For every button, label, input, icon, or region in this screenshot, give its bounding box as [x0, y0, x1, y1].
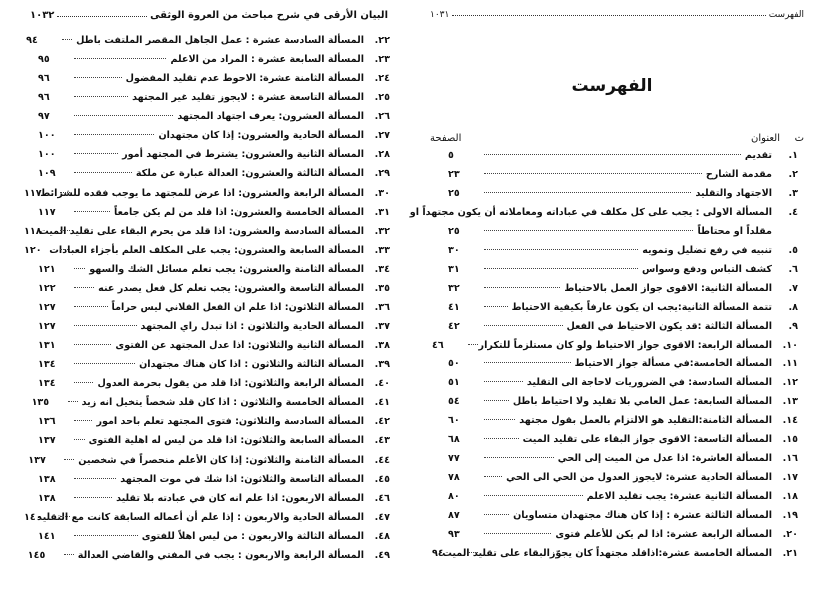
entry-number: ٣٢. — [374, 225, 390, 237]
entry-title-continued: مقلداً او محتاطاً — [697, 225, 772, 237]
entry-number: ١٥. — [782, 434, 798, 446]
entry-page: ٩٦ — [38, 92, 50, 104]
entry-number: ٣٩. — [374, 359, 390, 371]
entry-page: ١٢٠ — [24, 244, 42, 256]
entry-number: ١. — [788, 150, 798, 161]
dot-leader — [74, 115, 173, 116]
entry-number: ٤٥. — [374, 473, 390, 485]
entry-title: المسألة الثالثة عشرة : إذا كان هناك مجتهدان متساويان — [513, 510, 772, 522]
entry-page: ٥ — [448, 150, 454, 161]
entry-page: ٩٣ — [448, 529, 460, 540]
entry-page: ١٣٨ — [38, 473, 56, 485]
entry-title: تقديم — [744, 150, 772, 161]
entry-number: ١٤. — [782, 415, 798, 427]
dot-leader — [74, 439, 85, 440]
entry-title: المسألة الرابعة والعشرون: اذا عرض للمجتهد ما يوجب فقده للشرائط — [40, 187, 364, 199]
running-title: الفهرست — [768, 10, 804, 20]
entry-page: ٩٤ — [26, 35, 38, 46]
entry-page: ٥١ — [448, 377, 460, 389]
entry-title: المسألة الرابعة والثلاثون: اذا قلد من يقول بحرمة العدول — [97, 378, 364, 390]
entry-number: ٩. — [788, 320, 798, 332]
toc-entry — [448, 283, 798, 302]
entry-title: المسألة الاولى : يجب على كل مكلف في عباداته ومعاملاته أن يكون مجتهداً او — [409, 206, 772, 218]
entry-number: ٢٨. — [374, 149, 390, 161]
entry-title: المسألة الثلاثون: اذا علم ان الفعل الفلاني ليس حراماً — [111, 301, 364, 313]
entry-page: ١٢٢ — [38, 282, 56, 294]
entry-number: ٤٧. — [374, 511, 390, 523]
toc-entry — [448, 377, 798, 396]
entry-number: ١٩. — [782, 510, 798, 522]
entry-title: المسألة الثانية: الاقوى جواز العمل بالاحتياط — [564, 282, 772, 294]
column-header-page: الصفحة — [430, 133, 462, 144]
entry-number: ٤٩. — [374, 549, 390, 561]
entry-page: ١٤٥ — [27, 549, 46, 561]
dot-leader — [74, 382, 93, 383]
dot-leader — [484, 381, 523, 382]
entry-page: ١٣٥ — [31, 397, 50, 409]
toc-entry — [38, 493, 390, 512]
dot-leader — [484, 400, 509, 401]
toc-entry-continuation — [448, 226, 798, 245]
entry-page: ٥٤ — [448, 396, 460, 408]
entry-page: ١٠٠ — [38, 149, 56, 161]
toc-entry — [38, 111, 390, 130]
entry-page: ٩٧ — [38, 111, 50, 123]
entry-title: المسألة الثالثة والعشرون: العدالة عبارة عن ملكة — [135, 168, 364, 180]
entry-title: المسألة السادسة: في الضروريات لاحاجة الى التقليد — [526, 377, 772, 389]
entry-title: المسألة الثالثة والاربعون : من ليس اهلاً للفتوى — [141, 530, 364, 542]
toc-entry — [38, 340, 390, 359]
entry-page: ٨٧ — [448, 510, 460, 522]
dot-leader — [64, 459, 74, 460]
entry-title: المسألة العاشرة: اذا عدل من الميت إلى الحي — [557, 453, 772, 465]
entry-number: ٢٥. — [374, 92, 390, 104]
entry-title: المسألة الخامسة:في مسألة جواز الاحتياط — [574, 358, 772, 370]
entry-title: المسألة الثامنة والعشرون: يجب تعلم مسائل الشك والسهو — [89, 263, 364, 275]
dot-leader — [74, 325, 137, 326]
dot-leader — [74, 420, 92, 421]
right-page — [408, 0, 816, 602]
dot-leader — [74, 344, 111, 345]
dot-leader — [68, 401, 78, 402]
dot-leader — [64, 554, 74, 555]
dot-leader — [74, 172, 132, 173]
toc-entry — [448, 472, 798, 491]
entry-title: المسألة السادسة عشرة : عمل الجاهل المقصر الملتفت باطل — [76, 35, 364, 46]
toc-entry — [432, 547, 798, 567]
entry-title: المسألة العشرون: يعرف اجتهاد المجتهد — [177, 111, 364, 123]
entry-number: ١٦. — [782, 453, 798, 465]
entry-title: المسألة السابعة والثلاثون: اذا قلد من ليس له اهلية الفتوى — [88, 435, 364, 447]
toc-entry — [38, 264, 390, 283]
entry-number: ٢٧. — [374, 130, 390, 142]
entry-number: ٢٠. — [782, 529, 798, 540]
dot-leader — [60, 230, 70, 231]
toc-entry — [448, 169, 798, 188]
entry-page: ٣١ — [448, 263, 460, 275]
entry-title: تنبيه في رفع تضليل وتمويه — [642, 244, 772, 256]
entry-page: ١٠٩ — [38, 168, 56, 180]
dot-leader — [484, 438, 519, 439]
toc-entry — [38, 54, 390, 73]
entry-page: ٢٥ — [448, 187, 460, 199]
entry-title: المسألة التاسعة والعشرون: يجب تعلم كل فعل يصدر عنه — [98, 282, 364, 294]
toc-entry — [448, 453, 798, 472]
entry-page: ١٢٧ — [38, 301, 56, 313]
toc-entry — [448, 321, 798, 340]
entry-page: ١٣٧ — [38, 435, 56, 447]
entry-page: ٩٤ — [432, 547, 444, 559]
entry-page: ١٤٠ — [24, 511, 42, 523]
entry-title: المسألة التاسعة والثلاثون: اذا شك في موت المجتهد — [120, 473, 364, 485]
entry-page: ٤٢ — [448, 320, 460, 332]
entry-number: ٤١. — [374, 397, 390, 409]
dot-leader — [57, 15, 147, 17]
entry-title: المسألة الحادية والثلاثون : اذا تبدل راي المجتهد — [140, 321, 364, 333]
entry-title: المسألة السادسة والعشرون: اذا قلد من يحرم البقاء على تقليد الميت — [39, 225, 364, 237]
entry-title: المسألة الثالثة :قد يكون الاحتياط في الفعل — [566, 320, 772, 332]
toc-entry — [448, 302, 798, 321]
entry-page: ١٢٧ — [38, 321, 56, 333]
entry-page: ٤١ — [448, 301, 460, 313]
toc-entry — [38, 474, 390, 493]
entry-number: ١٢. — [782, 377, 798, 389]
dot-leader — [484, 325, 563, 326]
entry-page: ١٣٨ — [38, 492, 56, 504]
toc-entry — [38, 531, 390, 550]
entry-number: ٤٢. — [374, 416, 390, 428]
entry-number: ٢٤. — [374, 73, 390, 85]
dot-leader — [484, 457, 554, 458]
dot-leader — [60, 249, 70, 250]
dot-leader — [74, 58, 166, 59]
entry-title: المسألة الحادية والاربعون : إذا علم أن أعماله السابقة كانت مع التقليد — [37, 511, 364, 523]
entry-title: المسألة التاسعة عشرة : لايجوز تقليد غير المجتهد — [132, 92, 364, 104]
entry-page: ٦٠ — [448, 415, 460, 427]
entry-number: ٤٣. — [374, 435, 390, 447]
entry-title: المسألة الحادية والعشرون: إذا كان مجتهدان — [158, 130, 364, 142]
entry-number: ٢. — [788, 168, 798, 180]
toc-entry — [26, 35, 390, 54]
entry-page: ١٣٧ — [28, 454, 46, 466]
entry-title: المسألة السابعة: عمل العامي بلا تقليد ولا احتياط باطل — [512, 396, 772, 408]
entry-title: المسألة الخامسة عشرة:اذاقلد مجتهداً كان يجوّزالبقاء على تقليد الميت — [442, 547, 772, 559]
dot-leader — [484, 268, 638, 269]
entry-title: المسألة الخامسة والعشرون: اذا قلد من لم يكن جامعاً — [114, 206, 364, 218]
entry-page: ١١٨ — [24, 225, 42, 237]
dot-leader — [74, 363, 135, 364]
toc-entry — [24, 511, 390, 531]
entry-title: تتمة المسألة الثانية:يجب ان يكون عارفاً بكيفية الاحتياط — [511, 301, 772, 313]
toc-entry — [38, 207, 390, 226]
dot-leader — [468, 552, 478, 553]
column-header-number: ت — [794, 133, 804, 144]
entry-title: المسألة الثانية والعشرون: يشترط في المجتهد أمور — [122, 149, 364, 161]
dot-leader — [74, 268, 85, 269]
entry-title: كشف التباس ودفع وسواس — [641, 263, 772, 275]
column-header-title: العنوان — [751, 133, 780, 144]
entry-number: ٢٣. — [374, 54, 390, 66]
entry-page: ١١٧ — [24, 187, 42, 199]
dot-leader — [74, 211, 110, 212]
entry-number: ٤. — [788, 206, 798, 218]
entry-number: ٨. — [788, 301, 798, 313]
entry-number: ٣. — [788, 187, 798, 199]
dot-leader — [484, 306, 508, 307]
entry-title: المسألة الثامنة:التقليد هو الالتزام بالعمل بقول مجتهد — [519, 415, 772, 427]
dot-leader — [74, 134, 154, 135]
dot-leader — [74, 77, 122, 78]
toc-entry — [448, 434, 798, 453]
entry-number: ١٣. — [782, 396, 798, 408]
entry-title: المسألة الخامسة والثلاثون : اذا كان قلد شخصاً يتخيل انه زيد — [81, 397, 364, 409]
entry-number: ٤٨. — [374, 530, 390, 542]
entry-page: ٩٦ — [38, 73, 50, 85]
dot-leader — [484, 249, 638, 250]
entry-page: ٨٠ — [448, 491, 460, 503]
entry-page: ٧٨ — [448, 472, 460, 484]
entry-number: ٢١. — [782, 547, 798, 559]
entry-page: ١١٧ — [38, 206, 56, 218]
toc-entry — [31, 397, 390, 416]
dot-leader — [484, 495, 583, 496]
entry-title: المسألة السادسة والثلاثون: فتوى المجتهد تعلم باحد امور — [96, 416, 364, 428]
toc-entry — [38, 378, 390, 397]
toc-entry — [448, 188, 798, 207]
entry-number: ٣٧. — [374, 321, 390, 333]
toc-entry — [409, 206, 798, 226]
toc-entry — [27, 549, 390, 569]
entry-page: ١٣١ — [38, 340, 56, 352]
toc-entry — [28, 454, 390, 474]
dot-leader — [468, 344, 478, 345]
running-header — [30, 10, 388, 21]
toc-entry — [38, 359, 390, 378]
entry-title: المسألة الثانية والثلاثون: اذا عدل المجتهد عن الفتوى — [115, 340, 364, 352]
dot-leader — [74, 535, 138, 536]
dot-leader — [484, 173, 702, 174]
dot-leader — [74, 478, 116, 479]
entry-title: مقدمة الشارح — [705, 168, 772, 180]
dot-leader — [484, 287, 560, 288]
entry-title: الاجتهاد والتقليد — [695, 187, 772, 199]
entry-title: المسألة الرابعة: الاقوى جواز الاحتياط ولو كان مستلزماً للتكرار — [478, 339, 772, 351]
entry-number: ٣١. — [374, 206, 390, 218]
dot-leader — [62, 39, 72, 40]
toc-entry — [432, 339, 798, 359]
dot-leader — [484, 419, 515, 420]
toc-entry — [448, 396, 798, 415]
entry-page: ١٣٦ — [38, 416, 56, 428]
dot-leader — [484, 362, 571, 363]
dot-leader — [74, 306, 108, 307]
running-title: البيان الأرقى في شرح مباحث من العروة الوثقى — [150, 10, 388, 21]
dot-leader — [484, 476, 502, 477]
toc-entry — [24, 225, 390, 245]
toc-entry — [24, 187, 390, 207]
toc-entry — [448, 415, 798, 434]
toc-entry — [448, 529, 798, 548]
toc-entry — [38, 435, 390, 454]
dot-leader — [60, 516, 70, 517]
toc-entry — [24, 244, 390, 264]
page-number: ١٠٣٢ — [30, 10, 55, 21]
entry-page: ٥٠ — [448, 358, 460, 370]
entry-page: ٣٢ — [448, 282, 460, 294]
toc-entry — [448, 491, 798, 510]
dot-leader — [60, 192, 70, 193]
entry-number: ١١. — [782, 358, 798, 370]
entry-page: ٣٠ — [448, 244, 460, 256]
toc-entry — [38, 130, 390, 149]
toc-entry — [38, 321, 390, 340]
entry-number: ٣٣. — [374, 244, 390, 256]
entry-number: ٢٩. — [374, 168, 390, 180]
entry-page: ٦٨ — [448, 434, 460, 446]
dot-leader — [484, 230, 693, 231]
running-header — [430, 10, 804, 20]
entry-title: المسألة الرابعة والاربعون : يجب في المفتي والقاضي العدالة — [77, 549, 364, 561]
toc-entry — [38, 92, 390, 111]
entry-title: المسألة التاسعة: الاقوى جواز البقاء على تقليد الميت — [522, 434, 772, 446]
entry-page: ٤٦ — [432, 339, 444, 351]
entry-title: المسألة السابعة عشرة : المراد من الاعلم — [170, 54, 364, 66]
entry-number: ٢٢. — [374, 35, 390, 46]
entry-title: المسألة الاربعون: اذا علم انه كان في عبادته بلا تقليد — [116, 492, 364, 504]
entry-number: ١٨. — [782, 491, 798, 503]
entry-title: المسألة الثامنة عشرة: الاحوط عدم تقليد المفضول — [125, 73, 364, 85]
toc-entry — [38, 416, 390, 435]
toc-entry — [448, 264, 798, 283]
entry-title: المسألة الحادية عشرة: لايجوز العدول من الحي الى الحي — [506, 472, 772, 484]
dot-leader — [484, 514, 509, 515]
dot-leader — [74, 497, 112, 498]
entry-page: ١٤١ — [38, 530, 56, 542]
toc-entry — [38, 168, 390, 187]
dot-leader — [484, 192, 691, 193]
page-number: ١٠٣١ — [430, 10, 450, 20]
toc-entry — [448, 358, 798, 377]
dot-leader — [74, 287, 94, 288]
entry-number: ٤٦. — [374, 492, 390, 504]
entry-number: ٣٠. — [374, 187, 390, 199]
entry-number: ١٠. — [782, 339, 798, 351]
entry-page: ٩٥ — [38, 54, 50, 66]
entry-page: ٢٣ — [448, 168, 460, 180]
entry-number: ٣٥. — [374, 282, 390, 294]
dot-leader — [484, 533, 551, 534]
entry-number: ٣٤. — [374, 263, 390, 275]
toc-entry — [448, 150, 798, 169]
toc-entry — [38, 73, 390, 92]
toc-entry — [448, 510, 798, 529]
entry-number: ٣٦. — [374, 301, 390, 313]
entry-number: ٧. — [788, 282, 798, 294]
entry-number: ٤٤. — [374, 454, 390, 466]
toc-entry — [38, 302, 390, 321]
entry-page: ٧٧ — [448, 453, 460, 465]
entry-title: المسألة الرابعة عشرة: اذا لم يكن للأعلم فتوى — [555, 529, 772, 540]
entry-number: ٤٠. — [374, 378, 390, 390]
entry-page: ١٣٤ — [38, 378, 56, 390]
page-title: الفهرست — [571, 76, 653, 96]
entry-page: ١٠٠ — [38, 130, 56, 142]
dot-leader — [484, 154, 741, 155]
toc-entry — [38, 283, 390, 302]
entry-title: المسألة الثالثة والثلاثون : اذا كان هناك مجتهدان — [139, 359, 364, 371]
entry-page: ٢٥ — [448, 225, 460, 237]
entry-number: ٦. — [788, 263, 798, 275]
dot-leader — [74, 96, 128, 97]
entry-title: المسألة الثانية عشرة: يجب تقليد الاعلم — [586, 491, 772, 503]
entry-number: ١٧. — [782, 472, 798, 484]
dot-leader — [452, 14, 765, 16]
entry-page: ١٣٤ — [38, 359, 56, 371]
toc-entry — [448, 245, 798, 264]
entry-title: المسألة السابعة والعشرون: يجب على المكلف العلم بأجزاء العبادات — [49, 244, 364, 256]
toc-entry — [38, 149, 390, 168]
entry-title: المسألة الثامنة والثلاثون: إذا كان الأعلم منحصراً في شخصين — [78, 454, 364, 466]
entry-number: ٣٨. — [374, 340, 390, 352]
entry-page: ١٢١ — [38, 263, 56, 275]
dot-leader — [74, 153, 118, 154]
entry-number: ٥. — [788, 244, 798, 256]
entry-number: ٢٦. — [374, 111, 390, 123]
